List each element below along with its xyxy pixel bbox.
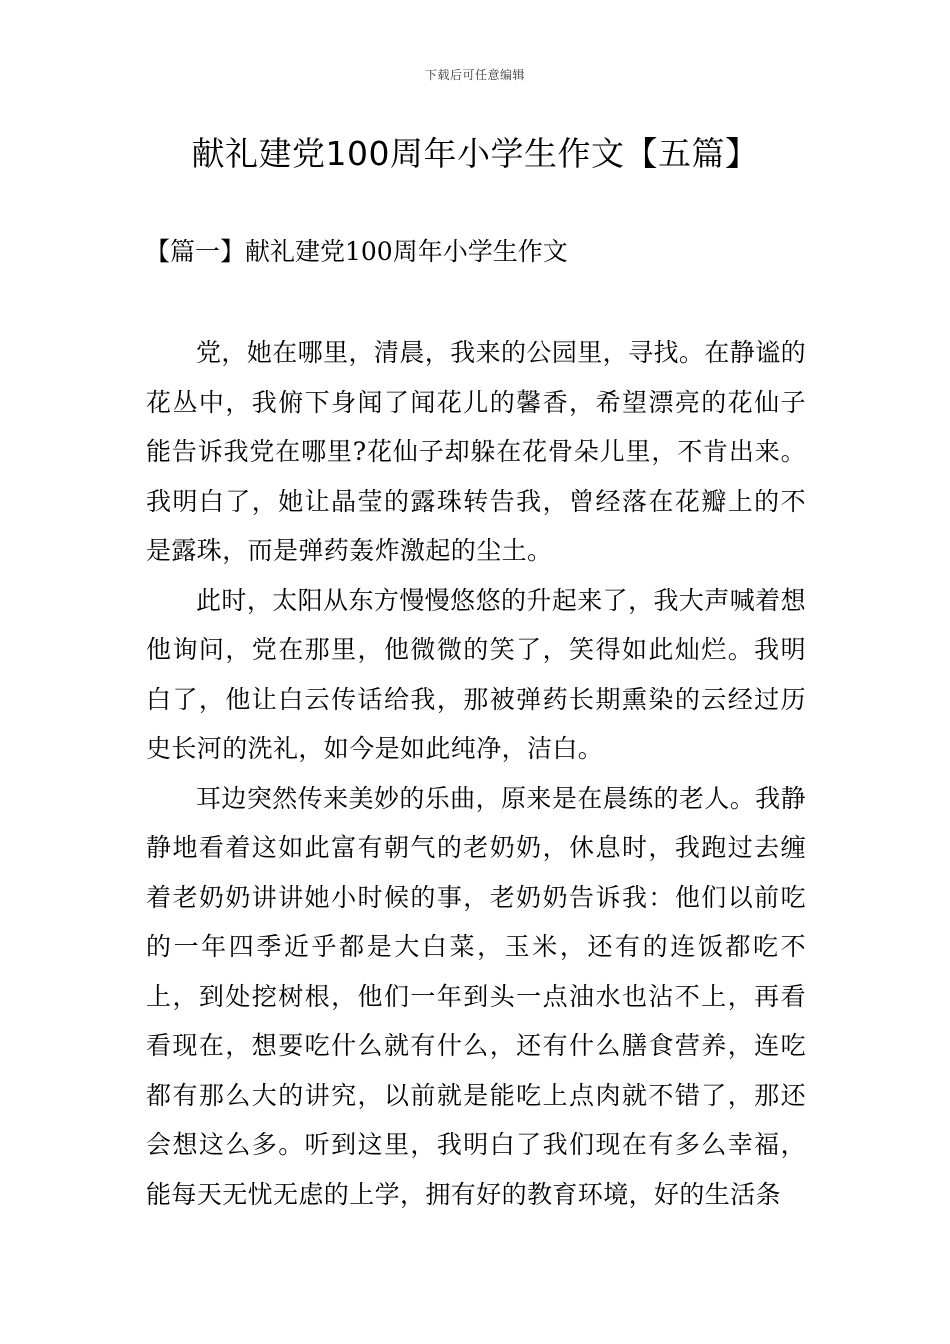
- paragraph: 耳边突然传来美妙的乐曲，原来是在晨练的老人。我静静地看着这如此富有朝气的老奶奶，休息时，我跑过去缠着老奶奶讲讲她小时候的事，老奶奶告诉我：他们以前吃的一年四季近乎都是大白菜，玉米，还有的连饭都吃不上，到处挖树根，他们一年到头一点油水也沾不上，再看看现在，想要吃什么就有什么，还有什么膳食营养，连吃都有那么大的讲究，以前就是能吃上点肉就不错了，那还会想这么多。听到这里，我明白了我们现在有多么幸福，能每天无忧无虑的上学，拥有好的教育环境，好的生活条: [146, 783, 806, 1209]
- paragraph: 党，她在哪里，清晨，我来的公园里，寻找。在静谧的花丛中，我俯下身闻了闻花儿的馨香，希望漂亮的花仙子能告诉我党在哪里?花仙子却躲在花骨朵儿里，不肯出来。我明白了，她让晶莹的露珠转告我，曾经落在花瓣上的不是露珠，而是弹药轰炸激起的尘土。: [146, 338, 806, 565]
- header-note: 下载后可任意编辑: [424, 68, 525, 82]
- paragraph: 此时，太阳从东方慢慢悠悠的升起来了，我大声喊着想他询问，党在那里，他微微的笑了，笑得如此灿烂。我明白了，他让白云传话给我，那被弹药长期熏染的云经过历史长河的洗礼，如今是如此纯净，洁白。: [146, 585, 806, 763]
- section-heading: 【篇一】献礼建党100周年小学生作文: [145, 237, 568, 266]
- body-text: [146, 328, 806, 1219]
- document-title: 献礼建党100周年小学生作文【五篇】: [191, 134, 759, 173]
